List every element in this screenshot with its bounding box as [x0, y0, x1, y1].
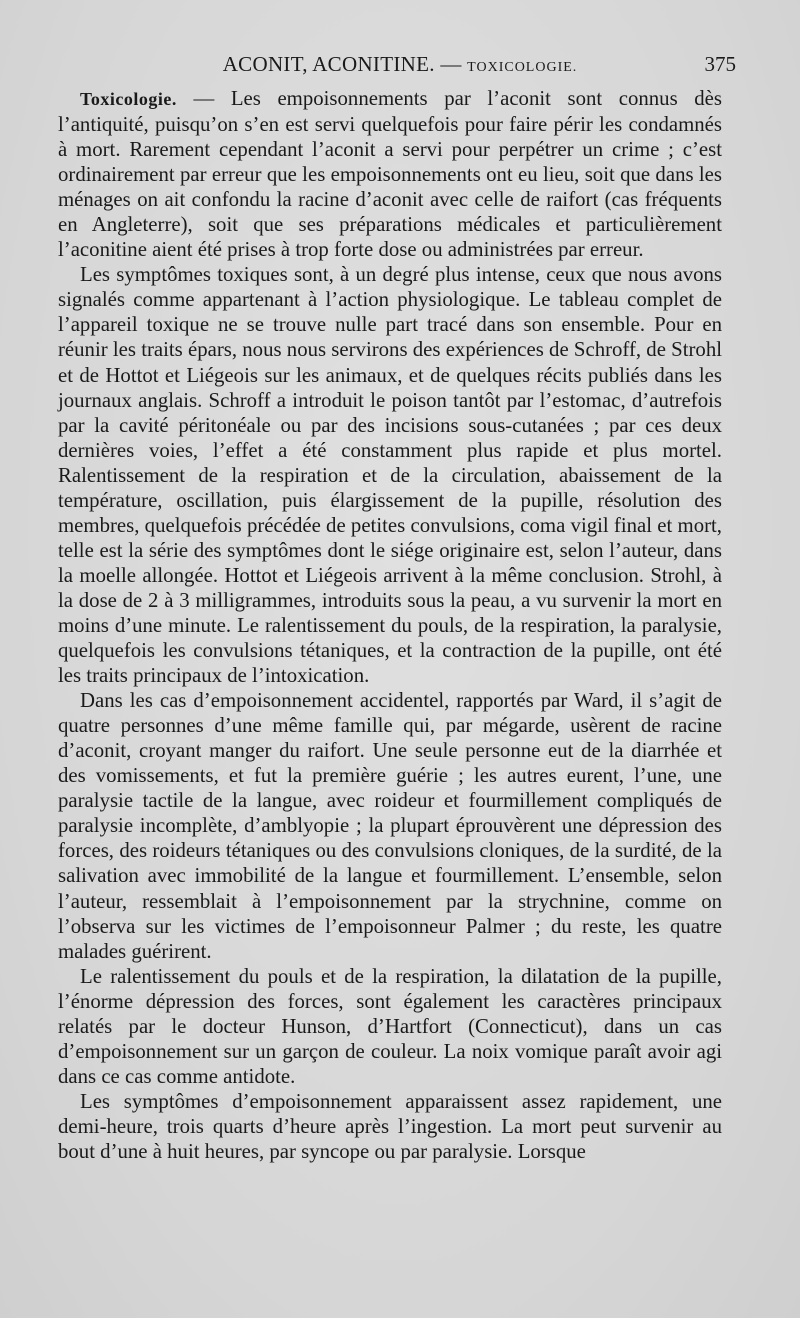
page-number: 375 — [704, 52, 736, 76]
section-rubric: Toxicologie. — [80, 89, 177, 109]
paragraph-text: — Les empoisonnements par l’aconit sont connus dès l’antiquité, puisqu’on s’en est servi quelquefois pour faire périr les condamnés à mort. Rarement cependant l’aconit a servi pour perpétrer un crime ; c’est ordinairement par erreur que les empoisonnements ont eu lieu, soit que dans les ménages on ait confondu la racine d’aconit avec celle de raifort (cas fréquents en Angleterre), soit que ses préparations médicales et particulièrement l’aconitine aient été prises à trop forte dose ou administrées par erreur. — [58, 87, 722, 262]
paragraph-symptoms: Les symptômes toxiques sont, à un degré plus intense, ceux que nous avons signalés comme appartenant à l’action physiologique. Le tableau complet de l’appareil toxique ne se trouve nulle part tracé dans son ensemble. Pour en réunir les traits épars, nous nous servirons des expériences de Schroff, de Strohl et de Hottot et Liégeois sur les animaux, et de quelques récits publiés dans les journaux anglais. Schroff a introduit le poison tantôt par l’estomac, d’autrefois par la cavité péritonéale ou par des incisions sous-cutanées ; par ces deux dernières voies, l’effet a été constamment plus rapide et plus mortel. Ralentissement de la respiration et de la circulation, abaissement de la température, oscillation, puis élargissement de la pupille, résolution des membres, quelquefois précédée de petites convulsions, coma vigil final et mort, telle est la série des symptômes dont le siége originaire est, selon l’auteur, dans la moelle allongée. Hottot et Liégeois arrivent à la même conclusion. Strohl, à la dose de 2 à 3 milligrammes, introduits sous la peau, a vu survenir la mort en moins d’une minute. Le ralentissement du pouls, de la respiration, la paralysie, quelquefois les convulsions tétaniques, et la contraction de la pupille, ont été les traits principaux de l’intoxication. — [58, 263, 722, 688]
paragraph-toxicologie — [58, 86, 722, 262]
body-text — [58, 86, 722, 1164]
running-head — [60, 52, 740, 77]
running-head-section: TOXICOLOGIE. — [467, 60, 578, 75]
running-head-title: ACONIT, ACONITINE. — — [222, 52, 468, 76]
page-header — [60, 52, 740, 80]
paragraph-hunson-case: Le ralentissement du pouls et de la respiration, la dilatation de la pupille, l’énorme dépression des forces, sont également les caractères principaux relatés par le docteur Hunson, d’Hartfort (Connecticut), dans un cas d’empoisonnement sur un garçon de couleur. La noix vomique paraît avoir agi dans ce cas comme antidote. — [58, 964, 722, 1088]
paragraph-onset: Les symptômes d’empoisonnement apparaissent assez rapidement, une demi-heure, trois quarts d’heure après l’ingestion. La mort peut survenir au bout d’une à huit heures, par syncope ou par paralysie. Lorsque — [58, 1089, 722, 1163]
paragraph-ward-cases: Dans les cas d’empoisonnement accidentel, rapportés par Ward, il s’agit de quatre personnes d’une même famille qui, par mégarde, usèrent de racine d’aconit, croyant manger du raifort. Une seule personne eut de la diarrhée et des vomissements, et fut la première guérie ; les autres eurent, l’une, une paralysie tactile de la langue, avec roideur et fourmillement compliqués de paralysie incomplète, d’amblyopie ; la plupart éprouvèrent une dépression des forces, des roideurs tétaniques ou des convulsions cloniques, de la surdité, de la salivation avec immobilité de la langue et fourmillement. L’ensemble, selon l’auteur, ressemblait à l’empoisonnement par la strychnine, comme on l’observa sur les victimes de l’empoisonneur Palmer ; du reste, les quatre malades guérirent. — [58, 689, 722, 963]
